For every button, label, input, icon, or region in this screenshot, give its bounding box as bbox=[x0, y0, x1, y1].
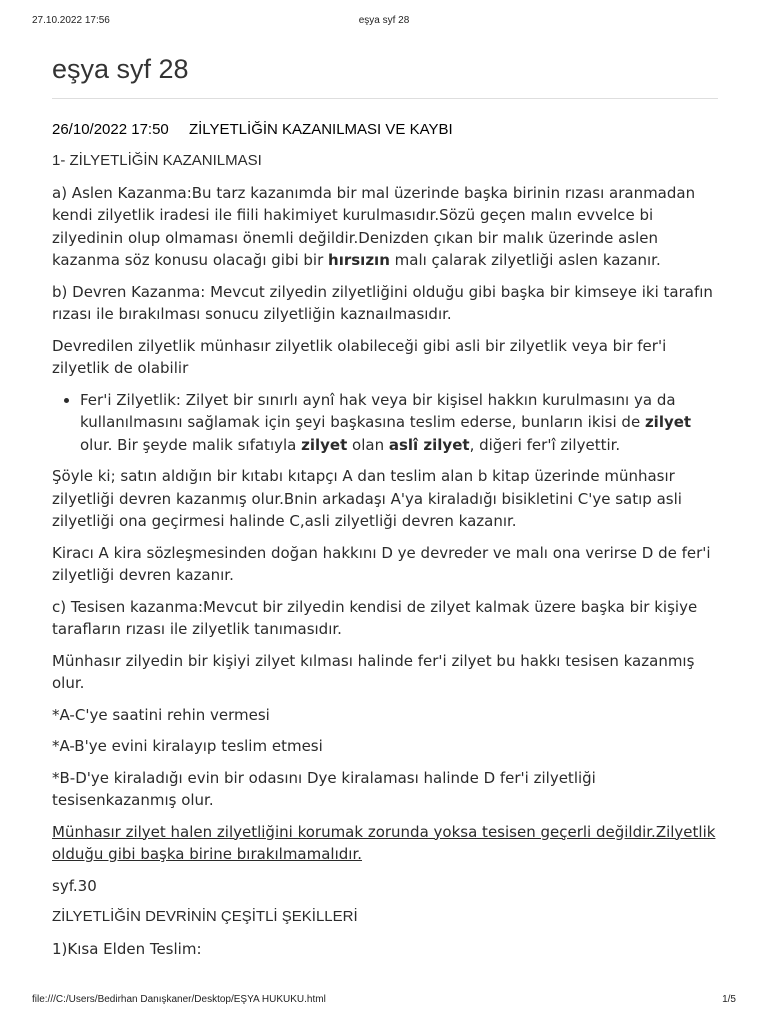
page-title: eşya syf 28 bbox=[52, 54, 189, 84]
title-divider bbox=[52, 98, 718, 99]
text-span: Fer'i Zilyetlik: Zilyet bir sınırlı aynî hak veya bir kişisel hakkın kurulmasını ya da kullanılmasını sağlamak için şeyi başkasına teslim ederse, bunların ikisi de bbox=[80, 390, 676, 431]
page-reference: syf.30 bbox=[52, 876, 97, 895]
file-path: file:///C:/Users/Bedirhan Danışkaner/Desktop/EŞYA HUKUKU.html bbox=[32, 994, 326, 1005]
paragraph-devren-kazanma: b) Devren Kazanma: Mevcut zilyedin zilyetliğini olduğu gibi başka bir kimseye iki tarafın rızası ile bırakılması sonucu zilyetliğin kaznaılmasıdır. bbox=[52, 282, 713, 323]
underlined-paragraph: Münhasır zilyet halen zilyetliğini korumak zorunda yoksa tesisen geçerli değildir.Zilyetlik olduğu gibi başka birine bırakılmamalıdır. bbox=[52, 822, 716, 863]
note-topic: ZİLYETLİĞİN KAZANILMASI VE KAYBI bbox=[188, 121, 453, 138]
paragraph: Şöyle ki; satın aldığın bir kıtabı kıtapçı A dan teslim alan b kitap üzerinde münhasır zilyetliği devren kazanmış olur.Bnin arkadaşı A'ya kiraladığı bisikletini C'ye satıp asli zilyetliği ona geçirmesi halinde C,asli zilyetliği devren kazanır. bbox=[52, 467, 682, 530]
paragraph: Münhasır zilyedin bir kişiyi zilyet kılması halinde fer'i zilyet bu hakkı tesisen kazanmış olur. bbox=[52, 651, 695, 692]
paragraph: *B-D'ye kiraladığı evin bir odasını Dye kiralaması halinde D fer'i zilyetliği tesisenkazanmış olur. bbox=[52, 768, 596, 809]
section-heading: ZİLYETLİĞİN DEVRİNİN ÇEŞİTLİ ŞEKİLLERİ bbox=[52, 908, 358, 925]
subsection-heading: 1)Kısa Elden Teslim: bbox=[52, 939, 202, 958]
paragraph: *A-B'ye evini kiralayıp teslim etmesi bbox=[52, 737, 323, 755]
bold-text: aslî zilyet bbox=[388, 435, 470, 454]
text-span: olur. Bir şeyde malik sıfatıyla bbox=[80, 435, 302, 454]
bold-text: zilyet bbox=[644, 413, 692, 431]
paragraph-aslen-kazanma bbox=[52, 182, 718, 272]
bullet-list bbox=[52, 389, 718, 457]
note-content bbox=[52, 50, 718, 960]
text-span: olan bbox=[347, 435, 389, 454]
paragraph-tesisen-kazanma: c) Tesisen kazanma:Mevcut bir zilyedin kendisi de zilyet kalmak üzere başka bir kişiye tarafların rızası ile zilyetlik tanımasıdır. bbox=[52, 597, 698, 638]
page-number: 1/5 bbox=[722, 994, 736, 1005]
print-doc-title: eşya syf 28 bbox=[358, 15, 410, 26]
note-date: 26/10/2022 17:50 bbox=[52, 121, 169, 138]
text-span: a) Aslen Kazanma:Bu tarz kazanımda bir mal üzerinde başka birinin rızası aranmadan kendi zilyetlik iradesi ile fiili hakimiyet kurulmasıdır.Sözü geçen malın evvelce bi zilyedinin olup olmaması önemli değildir.Denizden çıkan bir malık üzerinde aslen kazanma söz konusu olacağı gibi bir bbox=[52, 183, 696, 269]
bold-text: hırsızın bbox=[328, 251, 390, 269]
paragraph: *A-C'ye saatini rehin vermesi bbox=[52, 705, 270, 724]
list-item bbox=[80, 389, 718, 457]
paragraph: Kiracı A kira sözleşmesinden doğan hakkını D ye devreder ve malı ona verirse D de fer'i zilyetliği devren kazanır. bbox=[52, 543, 711, 584]
print-datetime: 27.10.2022 17:56 bbox=[32, 15, 110, 26]
bold-text: zilyet bbox=[301, 435, 348, 454]
note-meta bbox=[52, 119, 718, 141]
print-header bbox=[0, 15, 768, 29]
text-span: , diğeri fer'î zilyettir. bbox=[469, 435, 621, 454]
print-footer bbox=[0, 994, 768, 1008]
paragraph: Devredilen zilyetlik münhasır zilyetlik olabileceği gibi asli bir zilyetlik veya bir fer'i zilyetlik de olabilir bbox=[52, 336, 667, 377]
text-span: malı çalarak zilyetliği aslen kazanır. bbox=[389, 251, 661, 269]
section-heading: 1- ZİLYETLİĞİN KAZANILMASI bbox=[52, 152, 262, 169]
